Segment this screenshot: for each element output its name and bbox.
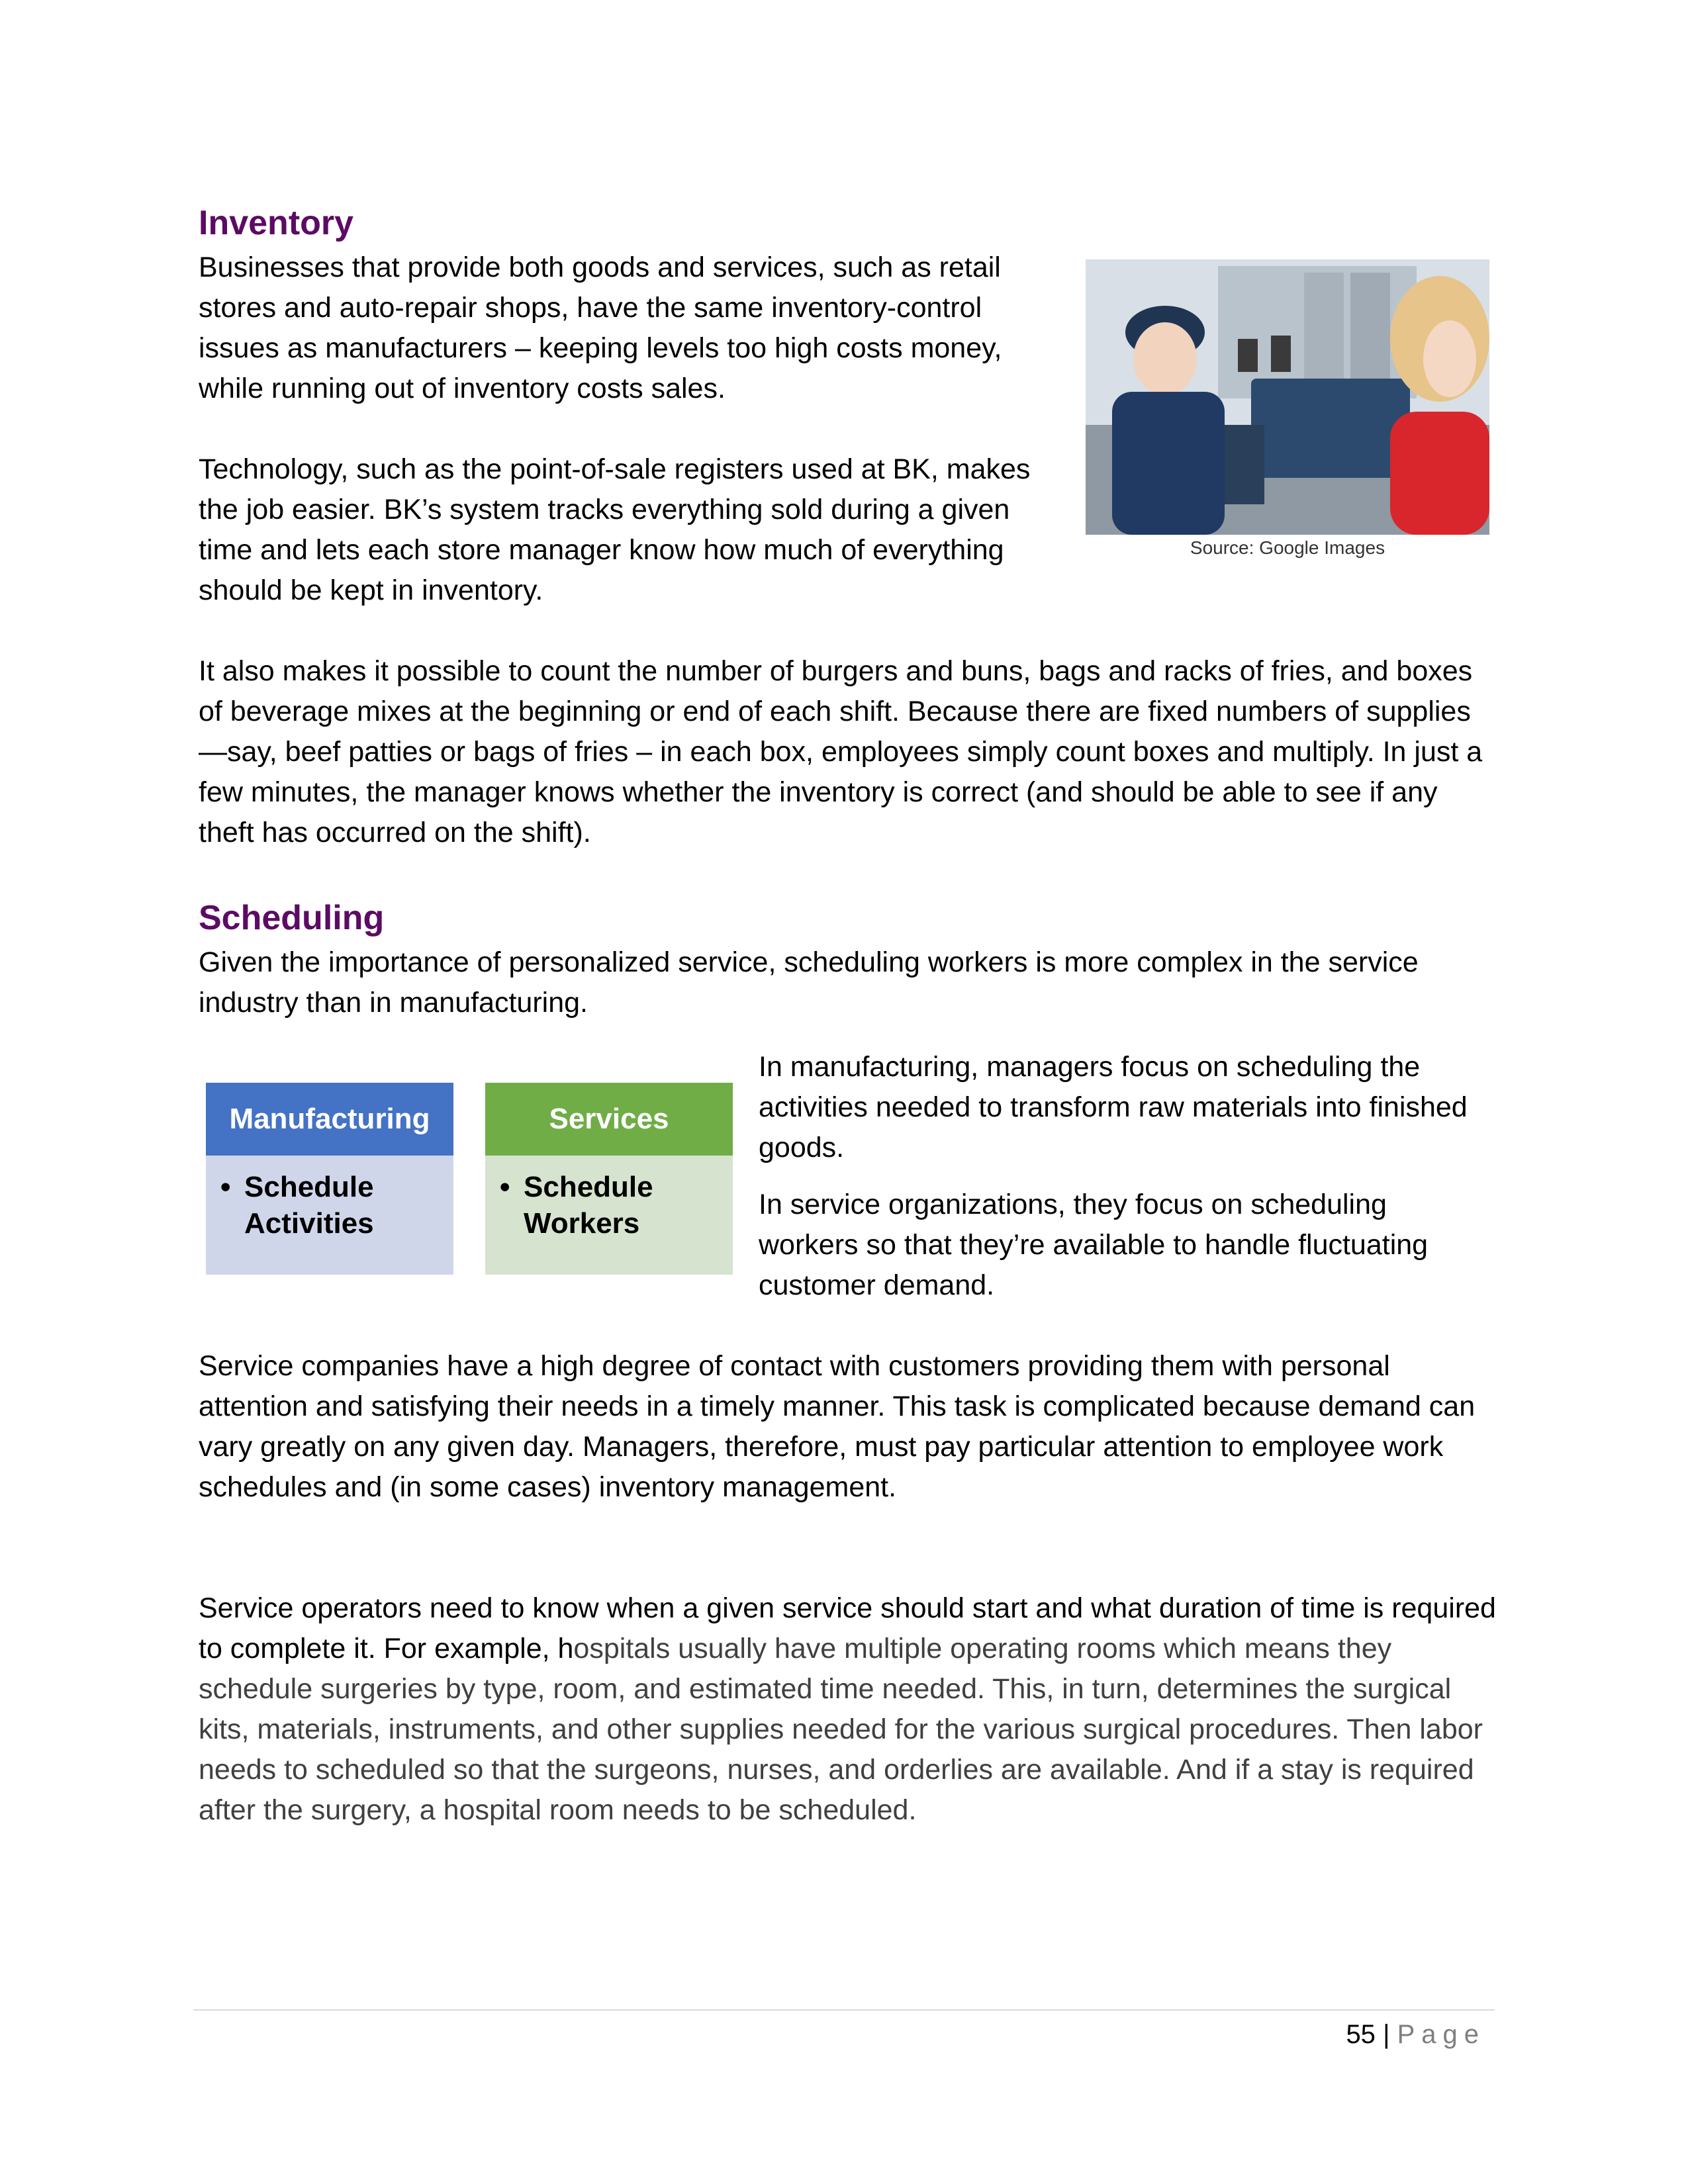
page-number: 55 [1346, 2020, 1376, 2049]
scheduling-paragraph-2: Service companies have a high degree of contact with customers providing them with personal attention and satisfying their needs in a timely manner. This task is complicated because demand can vary greatly on any given day. Managers, therefore, must pay particular attention to employee work schedules and (in some cases) inventory management. [199, 1350, 1476, 1503]
services-item-line1: Schedule [524, 1171, 653, 1203]
scheduling-paragraph-3-lead: Service operators need to know when a given service should start and what duration of time is required to complete it. For example, h [199, 1592, 1496, 1664]
manufacturing-item-text [244, 1169, 374, 1242]
bullet-icon: • [500, 1171, 510, 1203]
list-item [220, 1169, 439, 1242]
manufacturing-header: Manufacturing [206, 1083, 453, 1156]
page-label: Page [1397, 2020, 1485, 2049]
footer-divider [193, 2009, 1495, 2011]
services-header: Services [485, 1083, 733, 1156]
scheduling-paragraph-3-example: ospitals usually have multiple operating rooms which means they schedule surgeries by type, room, and estimated time needed. This, in turn, determines the surgical kits, materials, instruments, and other supplies needed for the various surgical procedures. Then labor needs to scheduled so that the surgeons, nurses, and orderlies are available. And if a stay is required after the surgery, a hospital room needs to be scheduled. [199, 1633, 1483, 1826]
inventory-heading: Inventory [199, 204, 354, 242]
store-counter-photo [1086, 259, 1489, 535]
manufacturing-description: In manufacturing, managers focus on scheduling the activities needed to transform raw materials into finished goods. [759, 1051, 1468, 1163]
services-description: In service organizations, they focus on scheduling workers so that they’re available to handle fluctuating customer demand. [759, 1189, 1429, 1301]
footer-separator: | [1383, 2020, 1390, 2049]
manufacturing-body [206, 1156, 453, 1275]
inventory-paragraph-2: Technology, such as the point-of-sale registers used at BK, makes the job easier. BK’s system tracks everything sold during a given time and lets each store manager know how much of everything should be kept in inventory. [199, 453, 1031, 606]
image-caption: Source: Google Images [1190, 537, 1385, 558]
services-item-text [524, 1169, 653, 1242]
list-item [500, 1169, 718, 1242]
inventory-paragraph-3: It also makes it possible to count the number of burgers and buns, bags and racks of fries, and boxes of beverage mixes at the beginning or end of each shift. Because there are fixed numbers of supplies—say, beef patties or bags of fries – in each box, employees simply count boxes and multiply. In just a few minutes, the manager knows whether the inventory is correct (and should be able to see if any theft has occurred on the shift). [199, 655, 1483, 848]
services-column [485, 1083, 733, 1275]
bullet-icon: • [220, 1171, 231, 1203]
scheduling-intro: Given the importance of personalized service, scheduling workers is more complex in the service industry than in manufacturing. [199, 946, 1419, 1019]
scheduling-paragraph-3 [199, 1588, 1496, 1831]
photo-illustration [1086, 259, 1489, 535]
manufacturing-column [206, 1083, 453, 1275]
page-footer [1346, 2016, 1485, 2053]
services-body [485, 1156, 733, 1275]
manufacturing-item-line2: Activities [244, 1207, 374, 1240]
scheduling-heading: Scheduling [199, 899, 385, 937]
services-item-line2: Workers [524, 1207, 640, 1240]
inventory-paragraph-1: Businesses that provide both goods and services, such as retail stores and auto-repair shops, have the same inventory-control issues as manufacturers – keeping levels too high costs money, while running out of inventory costs sales. [199, 251, 1002, 404]
manufacturing-item-line1: Schedule [244, 1171, 374, 1203]
